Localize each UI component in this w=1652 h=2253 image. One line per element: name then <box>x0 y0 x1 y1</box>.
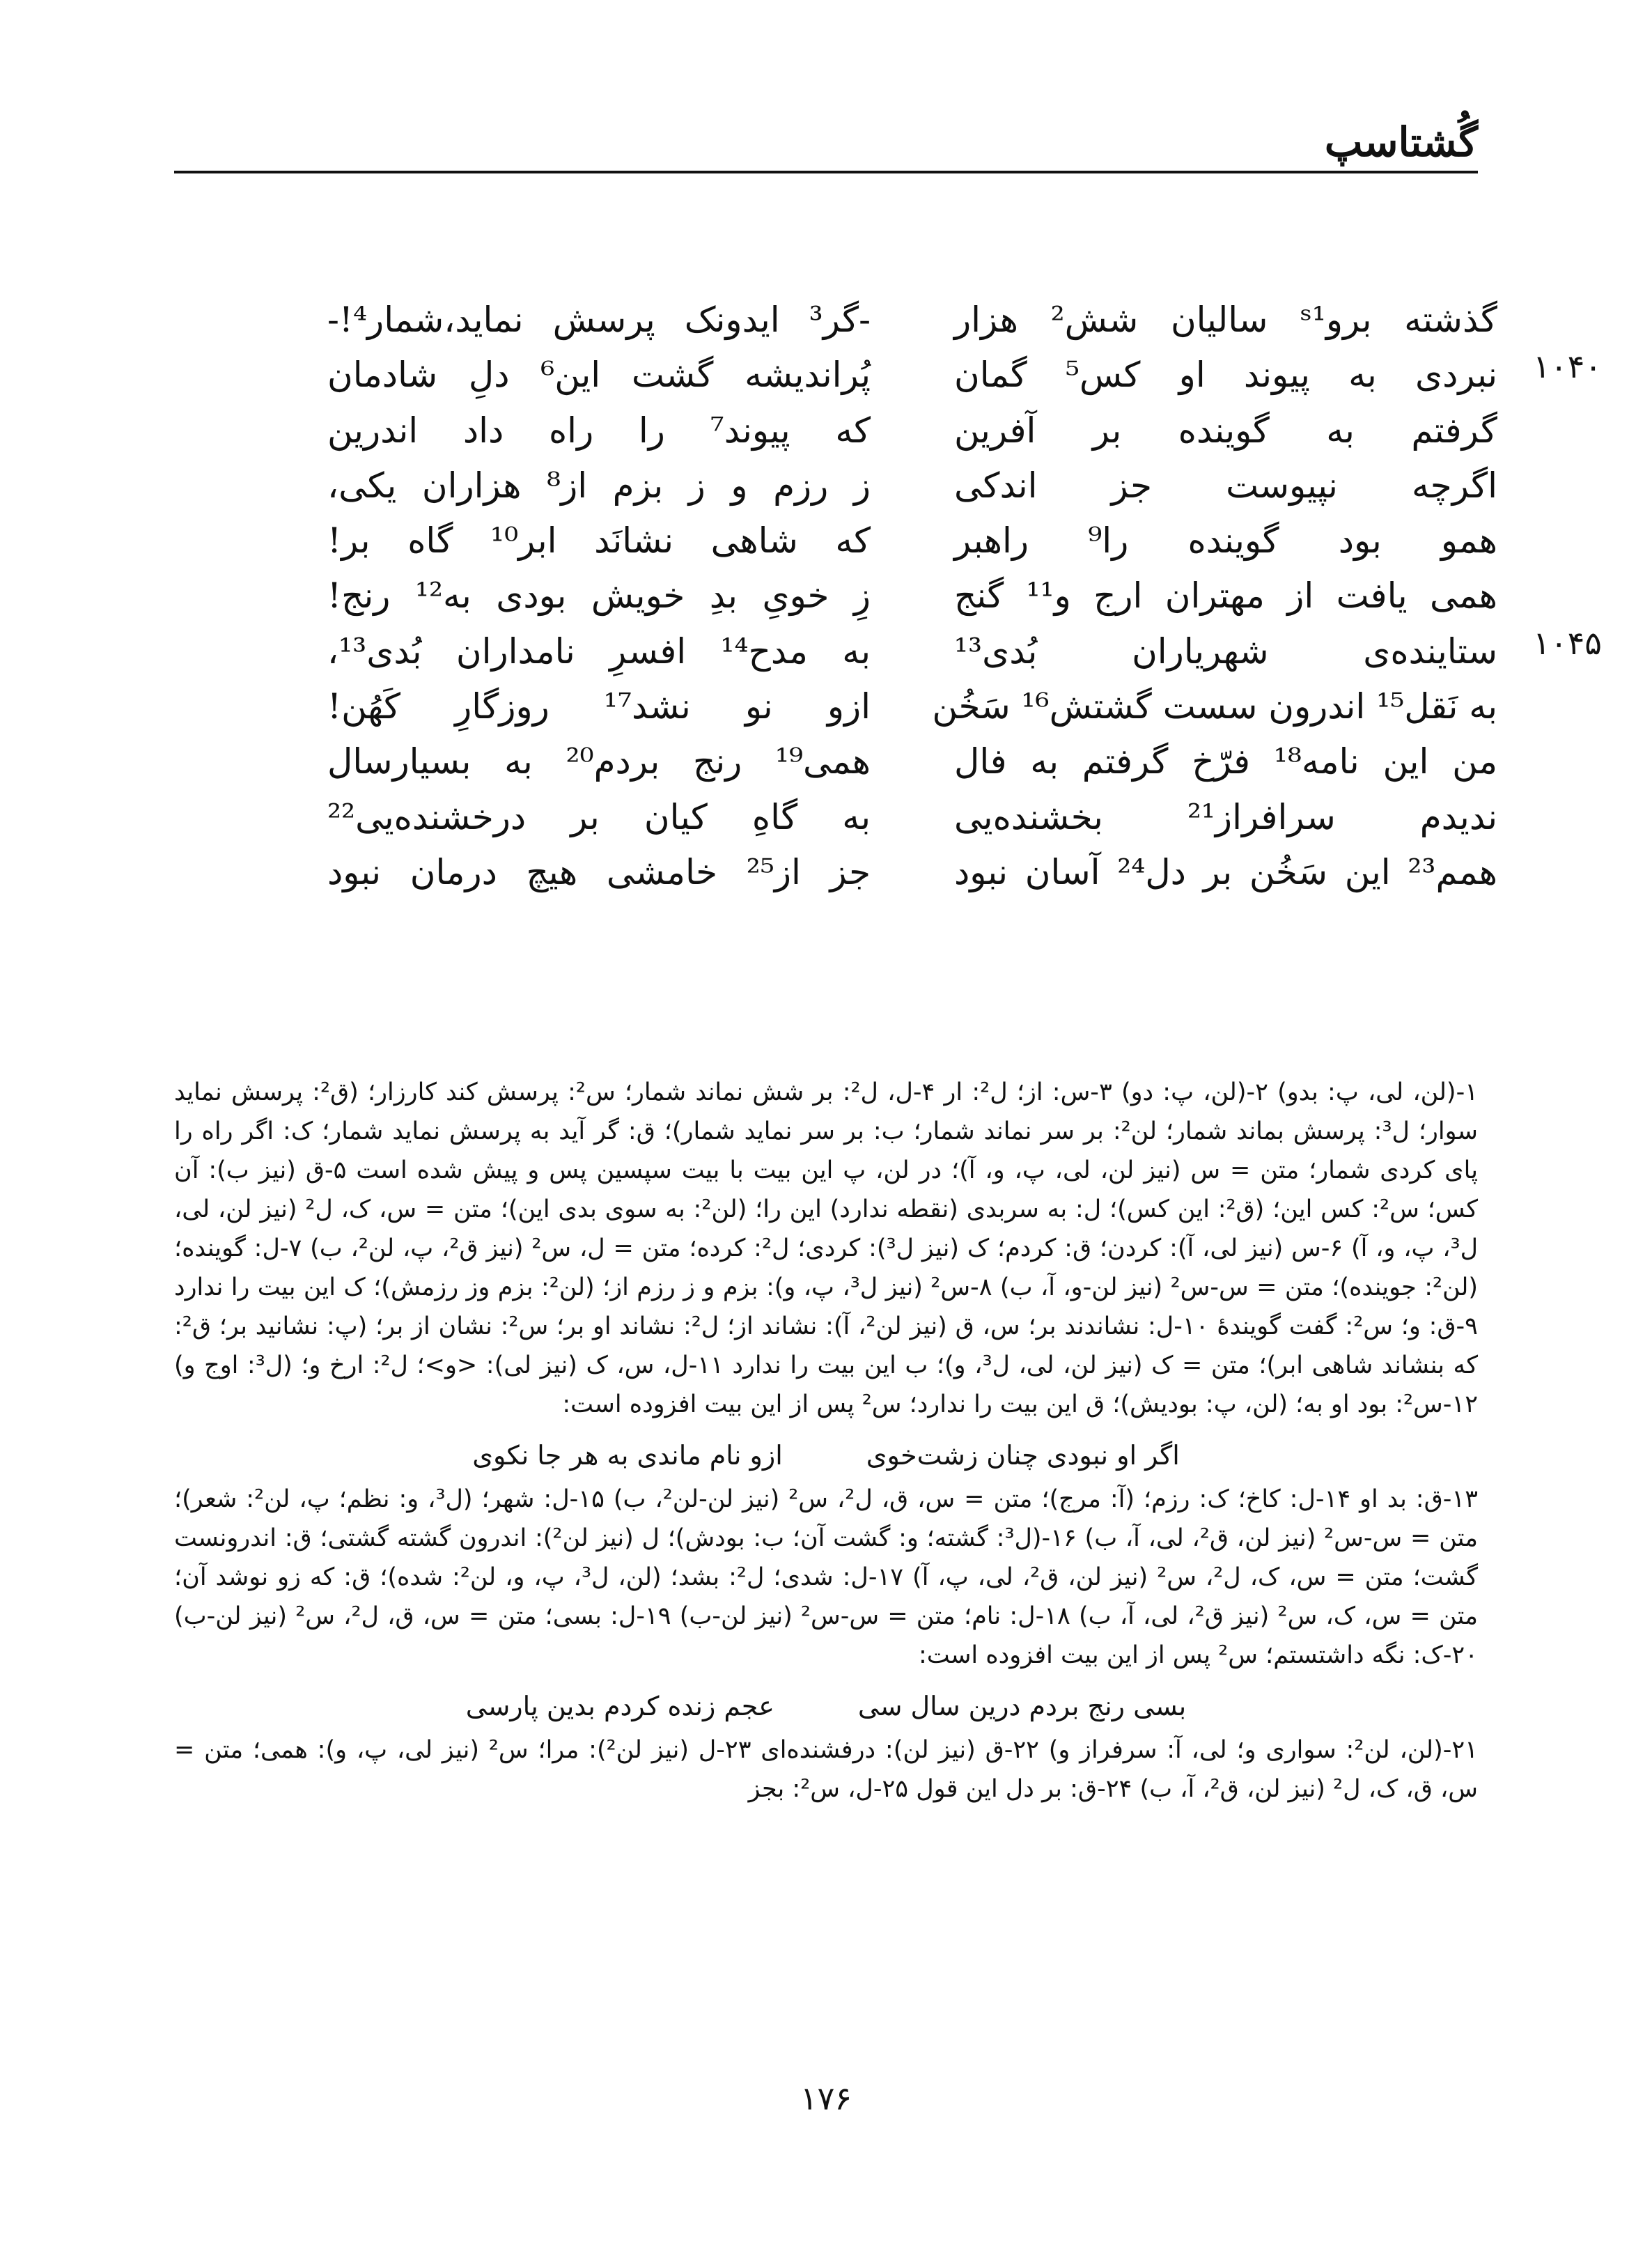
hemistich-first: گرفتم به گوینده بر آفرین <box>954 410 1497 451</box>
bayt <box>209 458 1497 513</box>
hemistich-second: به گاهِ کیان بر درخشنده‌یی²² <box>327 796 871 837</box>
hemistich-first: اگرچه نپیوست جز اندکی <box>954 465 1497 506</box>
hemistich-second: زِ خویِ بدِ خویش بودی به¹² رنج! <box>327 575 871 617</box>
hemistich-first: نبردی به پیوند او کس⁵ گمان <box>954 355 1498 396</box>
hemistich-second: که پیوند⁷ را راه داد اندرین <box>327 410 871 451</box>
bayt <box>209 679 1497 734</box>
verse-block <box>209 293 1602 900</box>
hemistich-second: جز از²⁵ خامشی هیچ درمان نبود <box>327 851 871 892</box>
added-hemistich-first: اگر او نبودی چنان زشت‌خوی <box>866 1440 1180 1471</box>
hemistich-first: ندیدم سرافراز²¹ بخشنده‌یی <box>954 796 1498 837</box>
footnote-block: ۱۳-ق: بد او ۱۴-ل: کاخ؛ ک: رزم؛ (آ: مرج)؛ متن = س، ق، ل²، س² (نیز لن-لن²، ب) ۱۵-ل: شهر؛ (ل³، و: نظم؛ پ، لن²: شعر)؛ متن = س-س² (نیز لن، ق²، لی، آ، ب) ۱۶-(ل³: گشته؛ و: گشت آن؛ ب: بودش)؛ ل (نیز لن²): اندرون گشته گشتی؛ ق: اندرونست گشت؛ متن = س، ک، ل²، س² (نیز لن، ق²، لی، پ، آ) ۱۷-ل: شدی؛ ل²: بشد؛ (لن، ل³، پ، و، لن²: شده)؛ ق: که زو نوشد آن؛ متن = س، ک، س² (نیز ق²، لی، آ، ب) ۱۸-ل: نام؛ متن = س-س² (نیز لن-ب) ۱۹-ل: بسی؛ متن = س، ق، ل²، س² (نیز لن-ب) ۲۰-ک: نگه داشتستم؛ س² پس از این بیت افزوده است: <box>174 1485 1479 1669</box>
footnote-block: ۲۱-(لن، لن²: سواری و؛ لی، آ: سرفراز و) ۲۲-ق (نیز لن): درفشنده‌ای ۲۳-ل (نیز لن²): مرا؛ س² (نیز لی، پ، و): همی؛ متن = س، ق، ک، ل² (نیز لن، ق²، آ، ب) ۲۴-ق: بر دل این قول ۲۵-ل، س²: بجز <box>174 1736 1478 1803</box>
running-title: گُشتاسپ <box>1324 118 1478 166</box>
bayt-number: ۱۰۴۰ <box>1533 348 1602 386</box>
bayt <box>209 734 1497 789</box>
added-hemistich-first: بسی رنج بردم درین سال سی <box>857 1691 1187 1721</box>
hemistich-first: من این نامه¹⁸ فرّخ گرفتم به فال <box>954 741 1497 782</box>
hemistich-second: همی¹⁹ رنج بردم²⁰ به بسیارسال <box>327 741 871 782</box>
bayt <box>209 513 1497 568</box>
added-hemistich-second: ازو نام ماندی به هر جا نکوی <box>472 1440 783 1471</box>
bayt <box>209 790 1497 845</box>
hemistich-first: به نَقل¹⁵ اندرون سست گشتش¹⁶ سَخُن <box>932 686 1497 727</box>
hemistich-first: همی یافت از مهتران ارج و¹¹ گنج <box>954 575 1497 617</box>
footnote-block: ۱-(لن، لی، پ: بدو) ۲-(لن، پ: دو) ۳-س: از؛ ل²: ار ۴-ل، ل²: بر شش نماند شمار؛ س²: پرسش کند کارزار؛ (ق²: پرسش نماید سوار؛ ل³: پرسش بماند شمار؛ لن²: بر سر نماند شمار؛ ب: بر سر نماید شمار)؛ ق: گر آید به پرسش نماید شمار؛ ک: اگر راه را پای کردی شمار؛ متن = س (نیز لن، لی، پ، و، آ)؛ در لن، پ این بیت با بیت سپسین پس و پیش شده است ۵-ق (نیز ب): آن کس؛ س²: کس این؛ (ق²: این کس)؛ ل: به سربدی (نقطه ندارد) این را؛ (لن²: به سوی بدی این)؛ متن = س، ک، ل² (نیز لن، لی، ل³، پ، و، آ) ۶-س (نیز لی، آ): کردن؛ ق: کردم؛ ک (نیز ل³): کردی؛ ل²: کرده؛ متن = ل، س² (نیز ق²، پ، لن²، ب) ۷-ل: گوینده؛ (لن²: جوینده)؛ متن = س-س² (نیز لن-و، آ، ب) ۸-س² (نیز ل³، پ، و): بزم و ز رزم از؛ (لن²: بزم وز رزمش)؛ ک این بیت را ندارد ۹-ق: و؛ س²: گفت گویندهٔ ۱۰-ل: نشاندند بر؛ س، ق (نیز لن²، آ): نشاند از؛ ل²: نشاند او بر؛ س²: نشان از بر؛ (پ: نشانید بر؛ ق²: که بنشاند شاهی ابر)؛ متن = ک (نیز لن، لی، ل³، و)؛ ب این بیت را ندارد ۱۱-ل، س، ک (نیز لی): <و>؛ ل²: ارخ و؛ (ل³: اوج و) ۱۲-س²: بود او به؛ (لن، پ: بودیش)؛ ق این بیت را ندارد؛ س² پس از این بیت افزوده است: <box>174 1078 1479 1418</box>
header-rule <box>174 171 1478 173</box>
hemistich-second: ز رزم و ز بزم از⁸ هزاران یکی، <box>327 465 871 506</box>
hemistich-second: پُراندیشه گشت این⁶ دلِ شادمان <box>327 355 871 396</box>
hemistich-first: ستاینده‌ی شهریاران بُدی¹³ <box>954 630 1497 672</box>
bayt <box>209 348 1602 403</box>
hemistich-second: -گر³ ایدونک پرسش نماید،شمار⁴!- <box>327 300 871 340</box>
hemistich-first: همم²³ این سَخُن بر دل²⁴ آسان نبود <box>954 851 1497 892</box>
hemistich-second: ازو نو نشد¹⁷ روزگارِ کَهُن! <box>327 686 871 727</box>
hemistich-second: که شاهی نشانَد ابر¹⁰ گاه بر! <box>327 520 871 562</box>
hemistich-first: همو بود گوینده را⁹ راهبر <box>954 520 1497 562</box>
added-verse <box>174 1431 1478 1480</box>
added-hemistich-second: عجم زنده کردم بدین پارسی <box>465 1691 774 1721</box>
bayt <box>209 624 1602 679</box>
added-verse <box>174 1682 1478 1731</box>
bayt <box>209 568 1497 624</box>
hemistich-first: گذشته بروˢ¹ سالیان شش² هزار <box>954 300 1497 340</box>
bayt <box>209 845 1497 900</box>
critical-apparatus <box>174 1073 1478 1809</box>
bayt-number: ۱۰۴۵ <box>1533 624 1602 662</box>
bayt <box>209 403 1497 458</box>
page-number: ۱۷۶ <box>800 2080 852 2117</box>
bayt <box>209 293 1497 348</box>
hemistich-second: به مدح¹⁴ افسرِ نامداران بُدی¹³، <box>327 630 871 672</box>
